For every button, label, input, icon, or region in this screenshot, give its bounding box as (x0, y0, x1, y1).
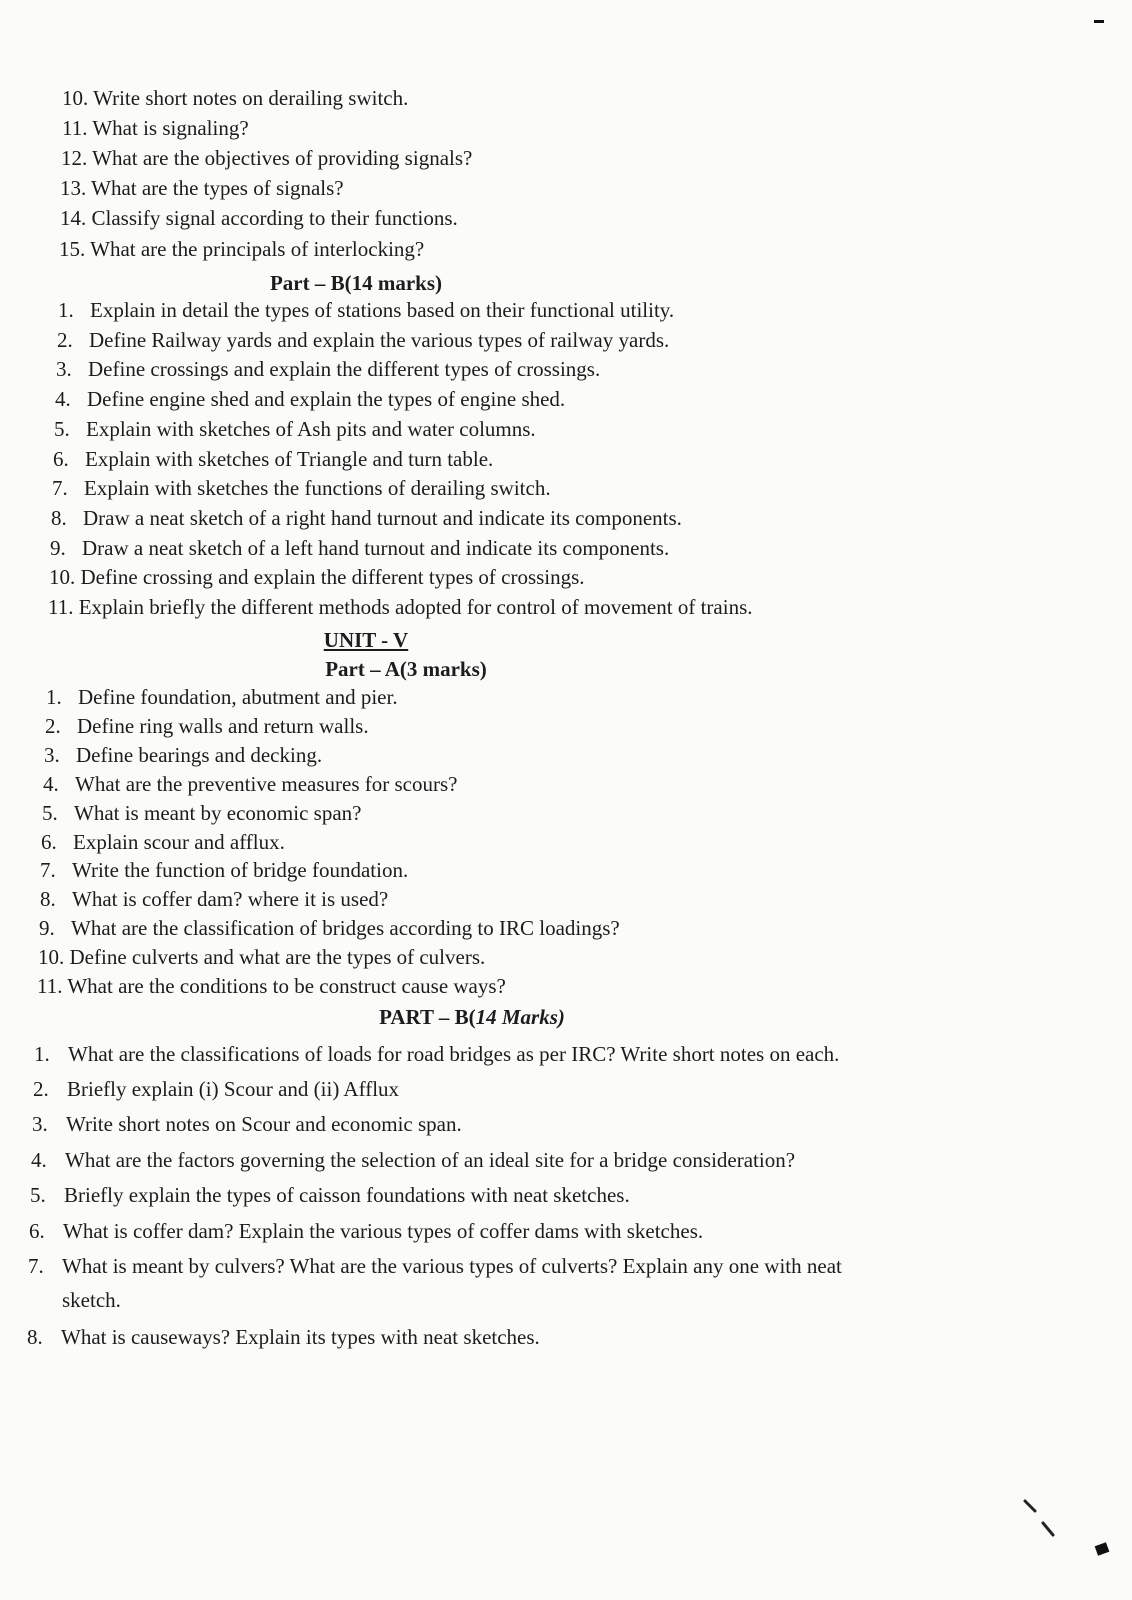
list-item: 1. Explain in detail the types of stations based on their functional utility. (58, 298, 675, 322)
unit4-part-b-heading: Part – B(14 marks) (269, 271, 443, 295)
list-item: 10. Define crossing and explain the different types of crossings. (49, 565, 585, 589)
list-item: 15. What are the principals of interlocking? (59, 237, 425, 261)
list-item: 13. What are the types of signals? (60, 176, 344, 200)
list-item: 4. What are the factors governing the selection of an ideal site for a bridge consideration? (31, 1148, 796, 1172)
list-item: 3. Define crossings and explain the different types of crossings. (56, 357, 601, 381)
list-item: 1. Define foundation, abutment and pier. (46, 685, 398, 709)
list-item: 7. What is meant by culvers? What are the various types of culverts? Explain any one with neat (28, 1254, 842, 1278)
list-item: 6. What is coffer dam? Explain the various types of coffer dams with sketches. (29, 1219, 704, 1243)
list-item: 2. Briefly explain (i) Scour and (ii) Afflux (33, 1077, 400, 1101)
list-item: 6. Explain with sketches of Triangle and turn table. (53, 447, 494, 471)
list-item: 4. Define engine shed and explain the types of engine shed. (55, 387, 566, 411)
list-item: 14. Classify signal according to their functions. (60, 206, 458, 230)
list-item: 6. Explain scour and afflux. (41, 830, 285, 854)
list-item: 7. Write the function of bridge foundation. (40, 858, 409, 882)
list-item: 8. What is causeways? Explain its types with neat sketches. (27, 1325, 540, 1349)
list-item: 8. What is coffer dam? where it is used? (40, 887, 389, 911)
list-item: 11. What is signaling? (62, 116, 249, 140)
list-item: 9. What are the classification of bridges according to IRC loadings? (39, 916, 620, 940)
list-item: 3. Define bearings and decking. (44, 743, 323, 767)
scan-mark-top-right (1094, 20, 1104, 23)
list-item: 1. What are the classifications of loads for road bridges as per IRC? Write short notes on each. (34, 1042, 840, 1066)
list-item: 7. Explain with sketches the functions of derailing switch. (52, 476, 551, 500)
list-item-continuation: sketch. (62, 1288, 121, 1312)
list-item: 10. Define culverts and what are the types of culvers. (38, 945, 486, 969)
unit5-part-b-heading: PART – B(14 Marks) (379, 1005, 565, 1029)
unit5-title: UNIT - V (323, 628, 409, 652)
list-item: 5. Briefly explain the types of caisson foundations with neat sketches. (30, 1183, 630, 1207)
list-item: 2. Define ring walls and return walls. (45, 714, 369, 738)
list-item: 2. Define Railway yards and explain the various types of railway yards. (57, 328, 670, 352)
pen-stroke-marks (1015, 1495, 1065, 1555)
list-item: 10. Write short notes on derailing switch. (62, 86, 409, 110)
list-item: 3. Write short notes on Scour and economic span. (32, 1112, 462, 1136)
unit5-part-a-heading: Part – A(3 marks) (325, 657, 487, 681)
scan-mark-bottom-right (1095, 1542, 1110, 1556)
list-item: 12. What are the objectives of providing signals? (61, 146, 473, 170)
list-item: 9. Draw a neat sketch of a left hand turnout and indicate its components. (50, 536, 670, 560)
list-item: 11. Explain briefly the different methods adopted for control of movement of trains. (48, 595, 753, 619)
list-item: 5. Explain with sketches of Ash pits and water columns. (54, 417, 536, 441)
list-item: 11. What are the conditions to be construct cause ways? (37, 974, 506, 998)
list-item: 5. What is meant by economic span? (42, 801, 362, 825)
list-item: 8. Draw a neat sketch of a right hand turnout and indicate its components. (51, 506, 682, 530)
list-item: 4. What are the preventive measures for scours? (43, 772, 458, 796)
